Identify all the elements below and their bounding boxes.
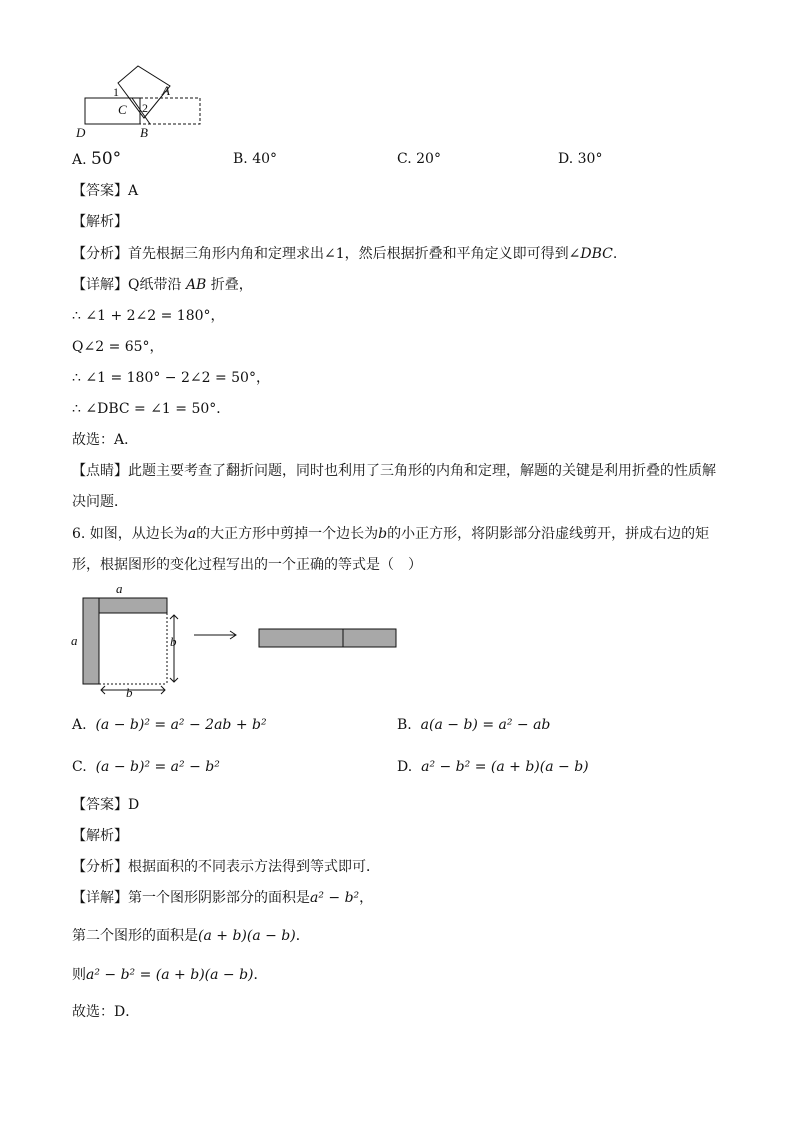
q5-step-3: Q∠2 = 65°， (72, 339, 164, 355)
q5-option-a[interactable]: A. 50° (72, 149, 122, 169)
label-1: 1 (113, 85, 119, 99)
q5-dianjing-cont: 决问题． (72, 494, 128, 510)
q6-detail-2: 第二个图形的面积是(a + b)(a − b)． (72, 928, 310, 944)
q5-option-c[interactable]: C. 20° (397, 151, 441, 167)
q6-option-d[interactable]: D. a² − b² = (a + b)(a − b) (397, 759, 589, 775)
fig2-label-a-left: a (71, 633, 78, 648)
fig2-label-b-right: b (170, 634, 177, 649)
fig2-label-b-bottom: b (126, 685, 133, 698)
q6-answer: 【答案】D (72, 797, 140, 813)
q5-dianjing: 【点睛】此题主要考查了翻折问题，同时也利用了三角形的内角和定理，解题的关键是利用折叠的性质解 (72, 463, 716, 479)
q6-analysis-heading: 【解析】 (72, 828, 128, 844)
q5-answer: 【答案】A (72, 183, 139, 199)
q6-choice: 故选：D． (72, 1004, 140, 1020)
q6-option-b[interactable]: B. a(a − b) = a² − ab (397, 717, 551, 733)
q6-detail-3: 则a² − b² = (a + b)(a − b)． (72, 967, 268, 983)
fig2-label-a-top: a (116, 581, 123, 596)
q5-analysis-heading: 【解析】 (72, 214, 128, 230)
q5-detail: 【详解】Q纸带沿 AB 折叠， (72, 277, 253, 293)
folded-strip-figure (70, 58, 220, 143)
q6-option-c[interactable]: C. (a − b)² = a² − b² (72, 759, 220, 775)
q5-fenxi: 【分析】首先根据三角形内角和定理求出∠1，然后根据折叠和平角定义即可得到∠DBC. (72, 246, 618, 262)
square-rearrange-figure (66, 578, 406, 698)
q6-option-a[interactable]: A. (a − b)² = a² − 2ab + b² (72, 717, 267, 733)
q6-fenxi: 【分析】根据面积的不同表示方法得到等式即可． (72, 859, 380, 875)
q6-stem-line-1: 6. 如图，从边长为a的大正方形中剪掉一个边长为b的小正方形，将阴影部分沿虚线剪开，拼成右边的矩 (72, 526, 710, 542)
label-d: D (76, 125, 86, 140)
label-b: B (140, 125, 148, 140)
label-c: C (118, 102, 127, 117)
q5-step-2: ∴ ∠1 + 2∠2 = 180°， (72, 308, 225, 324)
label-2: 2 (142, 101, 148, 115)
q6-stem-line-2: 形，根据图形的变化过程写出的一个正确的等式是（ ） (72, 557, 422, 573)
label-a: A (162, 83, 170, 98)
q6-detail-1: 【详解】第一个图形阴影部分的面积是a² − b²， (72, 890, 374, 906)
q5-step-4: ∴ ∠1 = 180° − 2∠2 = 50°， (72, 370, 270, 386)
q5-choice: 故选：A． (72, 432, 139, 448)
q5-step-5: ∴ ∠DBC = ∠1 = 50°． (72, 401, 231, 417)
q5-option-d[interactable]: D. 30° (558, 151, 603, 167)
q5-option-b[interactable]: B. 40° (233, 151, 278, 167)
